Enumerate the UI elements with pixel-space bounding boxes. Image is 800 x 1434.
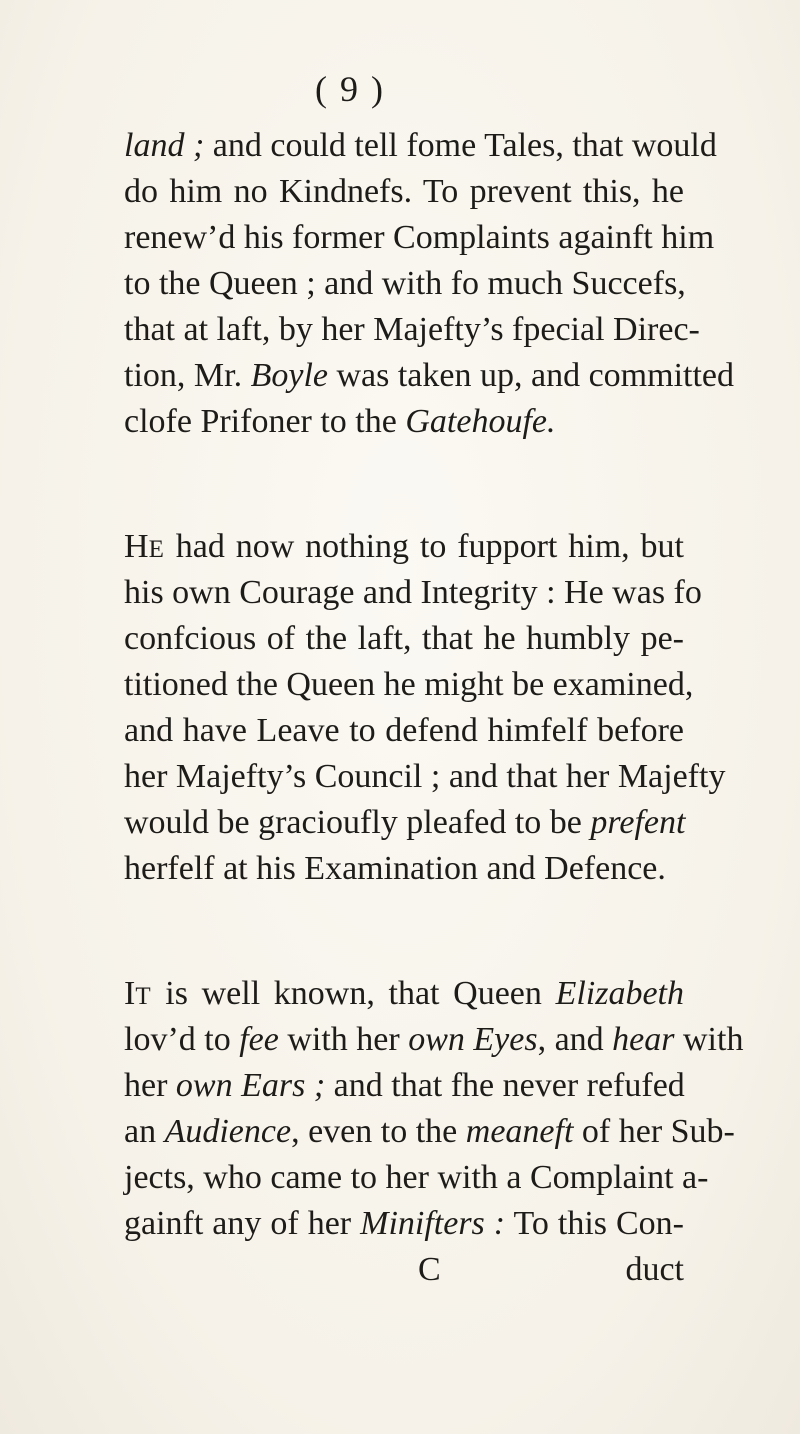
text-line bbox=[124, 619, 684, 659]
text-run: titioned the Queen he might be examined, bbox=[124, 666, 694, 703]
text-run: his own Courage and Integrity : He was fo bbox=[124, 574, 702, 611]
text-run: jects, who came to her with a Complaint a- bbox=[124, 1159, 709, 1196]
text-line bbox=[124, 402, 684, 442]
text-run: that at laft, by her Majefty’s fpecial Direc- bbox=[124, 311, 700, 348]
italic-text: Elizabeth bbox=[555, 975, 684, 1012]
catchword: duct bbox=[625, 1251, 684, 1288]
text-run: had now nothing to fupport him, but bbox=[164, 528, 684, 565]
italic-text: land ; bbox=[124, 127, 205, 164]
italic-text: hear bbox=[612, 1021, 675, 1058]
text-run: her Majefty’s Council ; and that her Majefty bbox=[124, 758, 726, 795]
text-run: with bbox=[674, 1021, 744, 1058]
text-line bbox=[124, 1204, 684, 1244]
text-line bbox=[124, 711, 684, 751]
text-line bbox=[124, 803, 684, 843]
text-run: tion, Mr. bbox=[124, 357, 251, 394]
text-run: clofe Prifoner to the bbox=[124, 403, 406, 440]
italic-text: fee bbox=[239, 1021, 279, 1058]
text-run: gainft any of her bbox=[124, 1205, 361, 1242]
italic-text: prefent bbox=[590, 804, 686, 841]
text-line bbox=[124, 665, 694, 705]
text-line bbox=[124, 1112, 735, 1152]
text-line bbox=[124, 527, 684, 570]
text-run: lov’d to bbox=[124, 1021, 240, 1058]
small-caps-text: H bbox=[124, 528, 149, 565]
text-line bbox=[124, 126, 717, 166]
text-line bbox=[124, 573, 702, 613]
text-run: is well known, that Queen bbox=[151, 975, 556, 1012]
page-number: ( 9 ) bbox=[315, 69, 385, 109]
text-run: herfelf at his Examination and Defence. bbox=[124, 850, 666, 887]
text-run: and have Leave to defend himfelf before bbox=[124, 712, 684, 749]
text-line bbox=[124, 172, 684, 212]
text-run: do him no Kindnefs. To prevent this, he bbox=[124, 173, 684, 210]
text-run: and that fhe never refufed bbox=[325, 1067, 685, 1104]
text-line bbox=[124, 1020, 744, 1060]
text-line bbox=[124, 849, 684, 889]
text-run: with her bbox=[278, 1021, 409, 1058]
signature-mark: C bbox=[418, 1251, 441, 1288]
text-run: her bbox=[124, 1067, 176, 1104]
text-run: was taken up, and committed bbox=[327, 357, 734, 394]
small-caps-text: T bbox=[135, 983, 152, 1010]
small-caps-text: E bbox=[148, 536, 165, 563]
text-run: to the Queen ; and with fo much Succefs, bbox=[124, 265, 686, 302]
text-run: To this Con- bbox=[505, 1205, 685, 1242]
text-run: renew’d his former Complaints againft him bbox=[124, 219, 715, 256]
text-run: and could tell fome Tales, that would bbox=[204, 127, 717, 164]
text-run: would be gracioufly pleafed to be bbox=[124, 804, 591, 841]
text-line bbox=[124, 1158, 709, 1198]
text-line bbox=[124, 1066, 684, 1106]
text-run: , and bbox=[537, 1021, 613, 1058]
text-line bbox=[124, 974, 684, 1017]
text-run: of her Sub- bbox=[573, 1113, 735, 1150]
italic-text: Boyle bbox=[250, 357, 328, 394]
text-line bbox=[124, 310, 700, 350]
small-caps-text: I bbox=[124, 975, 136, 1012]
text-line bbox=[124, 757, 726, 797]
italic-text: Gatehoufe. bbox=[405, 403, 556, 440]
italic-text: own Eyes bbox=[408, 1021, 538, 1058]
italic-text: meaneft bbox=[465, 1113, 574, 1150]
text-line bbox=[124, 356, 734, 396]
text-run: confcious of the laft, that he humbly pe- bbox=[124, 620, 684, 657]
italic-text: Audience bbox=[164, 1113, 292, 1150]
text-run: an bbox=[124, 1113, 165, 1150]
text-run: , even to the bbox=[291, 1113, 466, 1150]
italic-text: Minifters : bbox=[360, 1205, 506, 1242]
text-line bbox=[124, 218, 715, 258]
italic-text: own Ears ; bbox=[175, 1067, 326, 1104]
text-line bbox=[124, 264, 684, 304]
